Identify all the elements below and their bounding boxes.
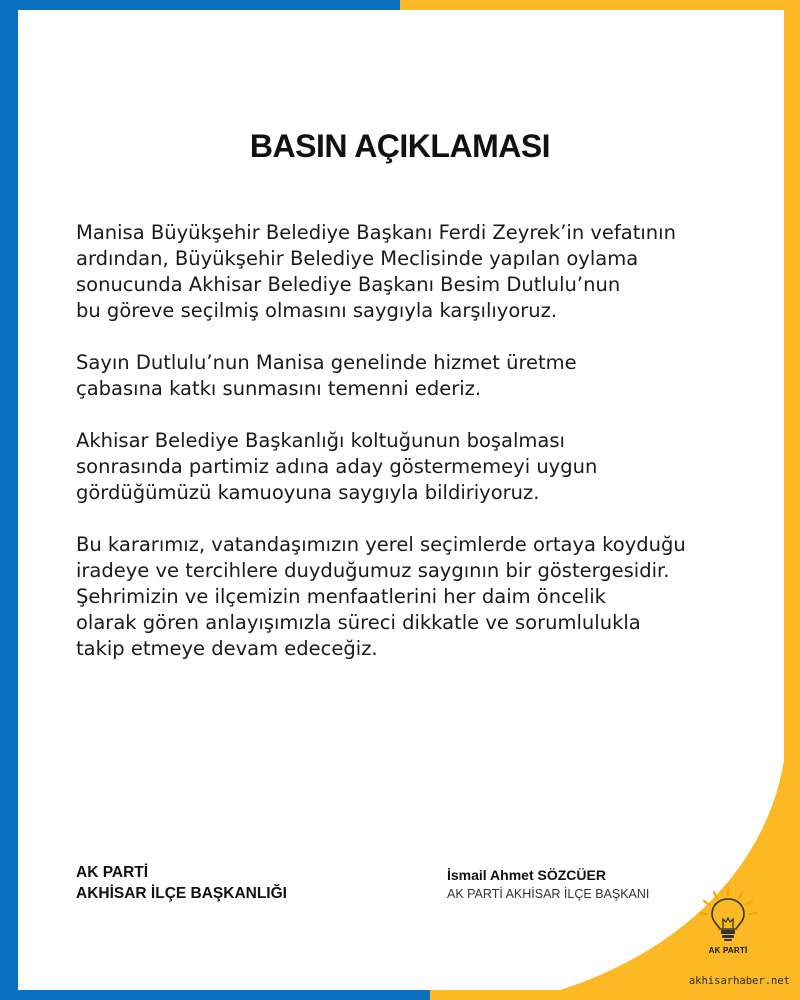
org-name: AK PARTİ [76,864,149,881]
text-line: iradeye ve tercihlere duyduğumuz saygının bir göstergesidir. [76,559,670,582]
text-line: olarak gören anlayışımızla süreci dikkatle ve sorumlulukla [76,611,641,634]
signatory-name: İsmail Ahmet SÖZCÜER [447,867,606,883]
paragraph-1 [76,220,756,324]
text-line: Akhisar Belediye Başkanlığı koltuğunun boşalması [76,429,565,452]
text-line: ardından, Büyükşehir Belediye Meclisinde yapılan oylama [76,247,639,270]
text-line: Şehrimizin ve ilçemizin menfaatlerini her daim öncelik [76,585,606,608]
bottom-border-blue [0,990,430,1000]
text-line: gördüğümüzü kamuoyuna saygıyla bildiriyoruz. [76,481,540,504]
top-border-blue [0,0,400,10]
website-watermark: akhisarhaber.net [688,975,790,987]
signatory-role: AK PARTİ AKHİSAR İLÇE BAŞKANI [447,887,650,901]
paragraph-4 [76,532,756,662]
text-line: takip etmeye devam edeceğiz. [76,637,378,660]
text-line: Manisa Büyükşehir Belediye Başkanı Ferdi Zeyrek’in vefatının [76,221,676,244]
bottom-border-yellow [430,990,800,1000]
org-branch: AKHİSAR İLÇE BAŞKANLIĞI [76,885,287,902]
text-line: çabasına katkı sunmasını temenni ederiz. [76,377,482,400]
organization-block [76,862,287,904]
page-title: BASIN AÇIKLAMASI [249,128,551,164]
statement-body [76,220,756,688]
paragraph-3 [76,428,756,506]
logo-label: AK PARTİ [708,946,748,955]
paragraph-2 [76,350,756,402]
text-line: Bu kararımız, vatandaşımızın yerel seçimlerde ortaya koyduğu [76,533,686,556]
top-border-yellow [400,0,800,10]
text-line: sonucunda Akhisar Belediye Başkanı Besim Dutlulu’nun [76,273,621,296]
text-line: Sayın Dutlulu’nun Manisa genelinde hizmet üretme [76,351,577,374]
text-line: sonrasında partimiz adına aday göstermemeyi uygun [76,455,598,478]
lightbulb-icon [696,886,760,952]
text-line: bu göreve seçilmiş olmasını saygıyla karşılıyoruz. [76,299,558,322]
signature-block [447,866,649,904]
